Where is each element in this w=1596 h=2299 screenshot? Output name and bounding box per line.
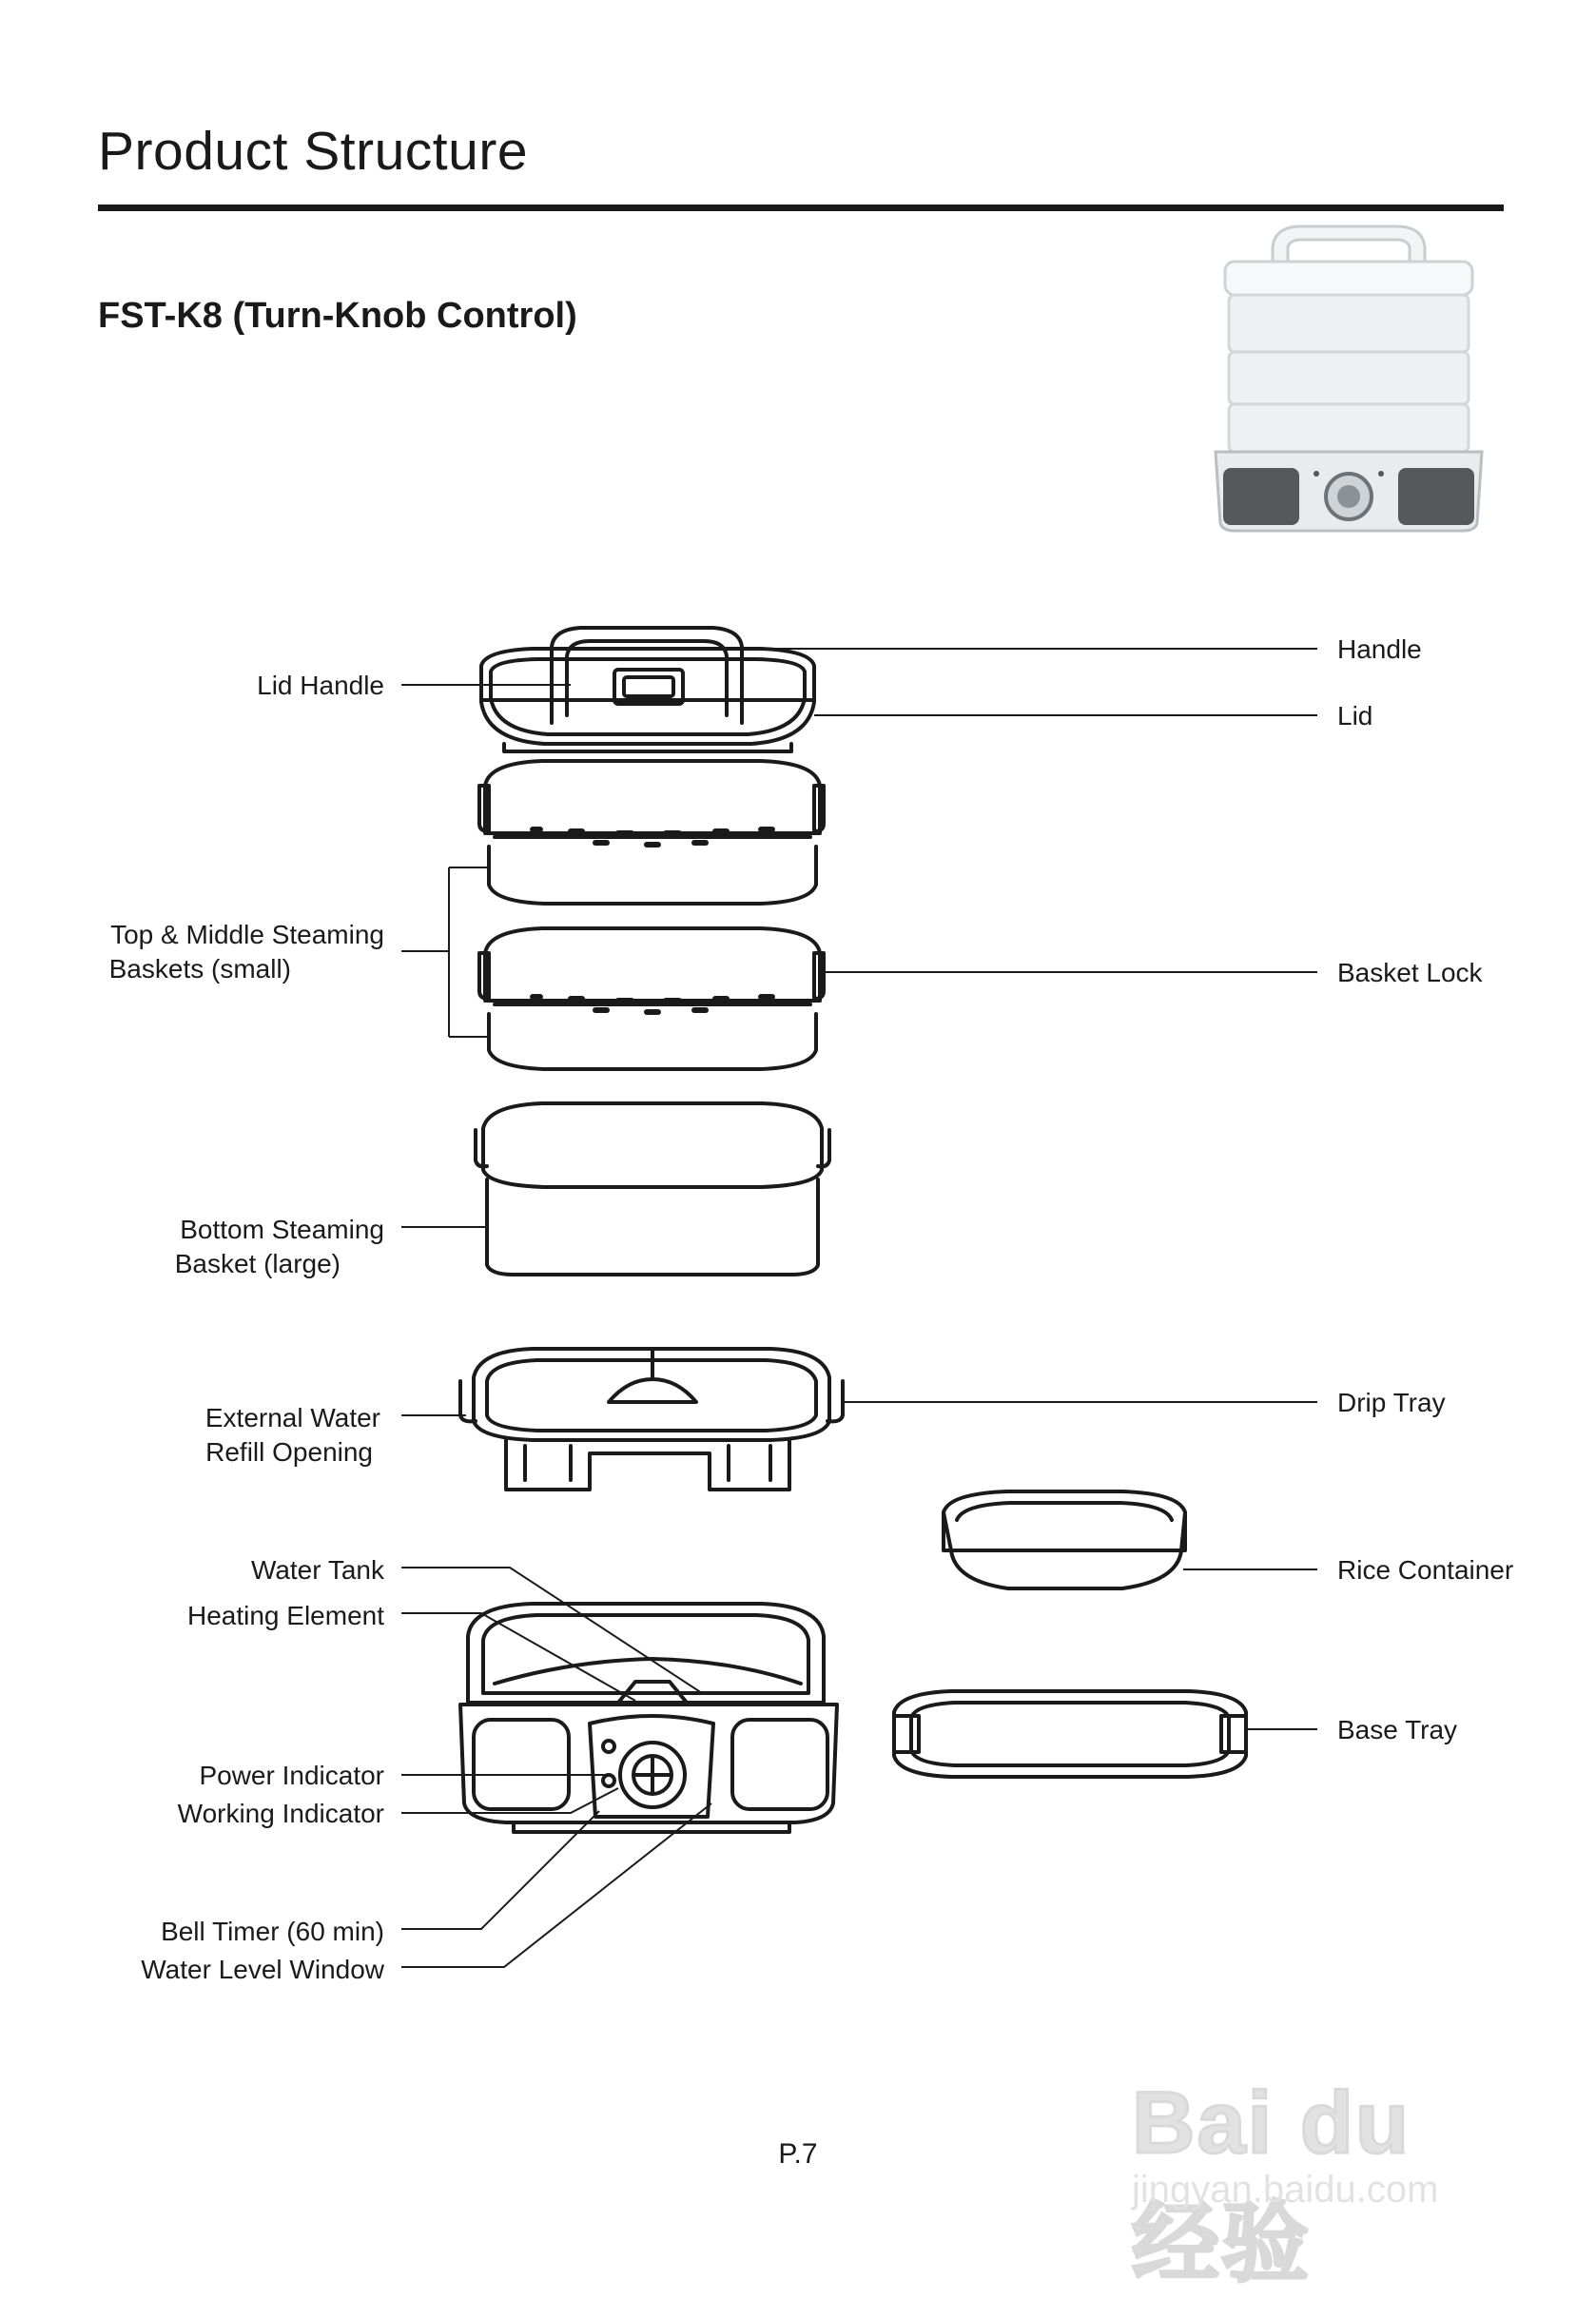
label-water-level-window: Water Level Window — [141, 1955, 384, 1984]
base-tray — [894, 1691, 1246, 1777]
label-top-middle-baskets-line2: Baskets (small) — [108, 954, 291, 984]
label-external-water-line2: Refill Opening — [205, 1437, 373, 1467]
label-basket-lock: Basket Lock — [1337, 958, 1483, 987]
label-external-water-line1: External Water — [204, 1403, 380, 1432]
label-bell-timer: Bell Timer (60 min) — [161, 1917, 384, 1946]
label-drip-tray: Drip Tray — [1337, 1388, 1446, 1417]
model-subtitle: FST-K8 (Turn-Knob Control) — [98, 296, 577, 336]
watermark-url: jingyan.baidu.com — [1132, 2169, 1439, 2211]
baidu-watermark — [1122, 2016, 1522, 2292]
base-unit — [460, 1604, 837, 1832]
bottom-steaming-basket — [476, 1103, 829, 1275]
top-steaming-basket — [479, 761, 824, 904]
label-lid: Lid — [1337, 701, 1373, 731]
label-power-indicator: Power Indicator — [199, 1761, 384, 1790]
label-working-indicator: Working Indicator — [177, 1799, 384, 1828]
label-lid-handle: Lid Handle — [257, 671, 384, 700]
label-top-middle-baskets-line1: Top & Middle Steaming — [110, 920, 384, 949]
label-bottom-basket-line1: Bottom Steaming — [180, 1215, 384, 1244]
label-heating-element: Heating Element — [186, 1601, 384, 1630]
drip-tray — [460, 1349, 843, 1490]
label-water-tank: Water Tank — [250, 1555, 384, 1585]
middle-steaming-basket — [479, 928, 824, 1069]
label-base-tray: Base Tray — [1337, 1715, 1458, 1744]
leader-lines — [401, 649, 1317, 1967]
lid-part — [481, 628, 814, 751]
label-bottom-basket-line2: Basket (large) — [174, 1249, 341, 1278]
watermark-logo-text: Bai du 经验 — [1132, 2075, 1411, 2292]
label-rice-container: Rice Container — [1337, 1555, 1514, 1585]
page-title: Product Structure — [98, 121, 529, 182]
rice-container — [944, 1491, 1185, 1588]
page-number: P.7 — [778, 2138, 818, 2170]
label-handle: Handle — [1337, 634, 1422, 664]
